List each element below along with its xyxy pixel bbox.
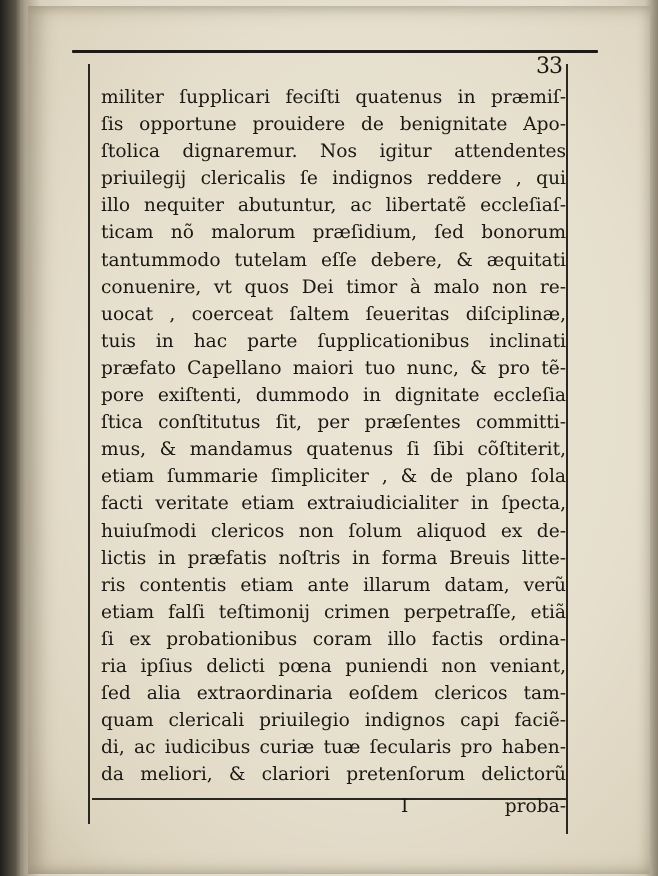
text-line: ris contentis etiam ante illarum datam, verũ <box>101 574 566 596</box>
book-spine-edge <box>0 0 22 876</box>
text-line: conuenire, vt quos Dei timor à malo non re- <box>101 276 566 298</box>
text-line: militer ſupplicari feciſti quatenus in præmiſ- <box>101 87 566 108</box>
book-page <box>28 6 650 874</box>
text-line: ſis opportune prouidere de benignitate Apo- <box>101 114 566 136</box>
text-line: ticam nõ malorum præſidium, ſed bonorum <box>101 222 566 244</box>
text-line: uocat , coerceat ſaltem ſeueritas diſciplinæ, <box>101 303 566 325</box>
text-line: ſed alia extraordinaria eoſdem clericos tam- <box>101 683 566 705</box>
signature-mark: I <box>401 796 409 817</box>
text-line: ria ipſius delicti pœna puniendi non veniant, <box>101 655 566 677</box>
text-line: præfato Capellano maiori tuo nunc, & pro tẽ- <box>101 357 566 379</box>
left-margin-rule <box>88 64 90 824</box>
catchword: proba- <box>504 796 566 817</box>
text-line: di, ac iudicibus curiæ tuæ ſecularis pro haben- <box>101 737 566 759</box>
text-line: illo nequiter abutuntur, ac libertatẽ eccleſiaſ- <box>101 195 566 217</box>
page-footer <box>101 796 566 826</box>
text-line: lictis in præfatis noſtris in forma Breuis litte- <box>101 547 566 569</box>
text-line: ſi ex probationibus coram illo factis ordina- <box>101 628 566 650</box>
right-margin-rule <box>566 64 568 834</box>
text-block <box>101 84 566 788</box>
text-line: priuilegij clericalis ſe indignos reddere , qui <box>101 168 566 190</box>
top-rule <box>72 50 598 53</box>
folio-number: 33 <box>536 54 562 79</box>
text-line: ſtolica dignaremur. Nos igitur attendentes <box>101 141 566 163</box>
text-line: quam clericali priuilegio indignos capi faciẽ- <box>101 710 566 732</box>
text-line: facti veritate etiam extraiudicialiter in ſpecta, <box>101 493 566 515</box>
text-line: mus, & mandamus quatenus ſi ſibi cõſtiterit, <box>101 439 566 461</box>
text-line: etiam falſi teſtimonij crimen perpetraſſe, etiã <box>101 601 566 623</box>
text-line: etiam ſummarie ſimpliciter , & de plano ſola <box>101 466 566 488</box>
text-line: da meliori, & clariori pretenſorum delictorũ <box>101 764 566 786</box>
text-line: tantummodo tutelam eſſe debere, & æquitati <box>101 249 566 271</box>
text-line: ſtica conſtitutus ſit, per præſentes committi- <box>101 412 566 434</box>
text-line: tuis in hac parte ſupplicationibus inclinati <box>101 330 566 352</box>
text-line: huiuſmodi clericos non ſolum aliquod ex de- <box>101 520 566 542</box>
text-line: pore exiſtenti, dummodo in dignitate eccleſia <box>101 385 566 407</box>
